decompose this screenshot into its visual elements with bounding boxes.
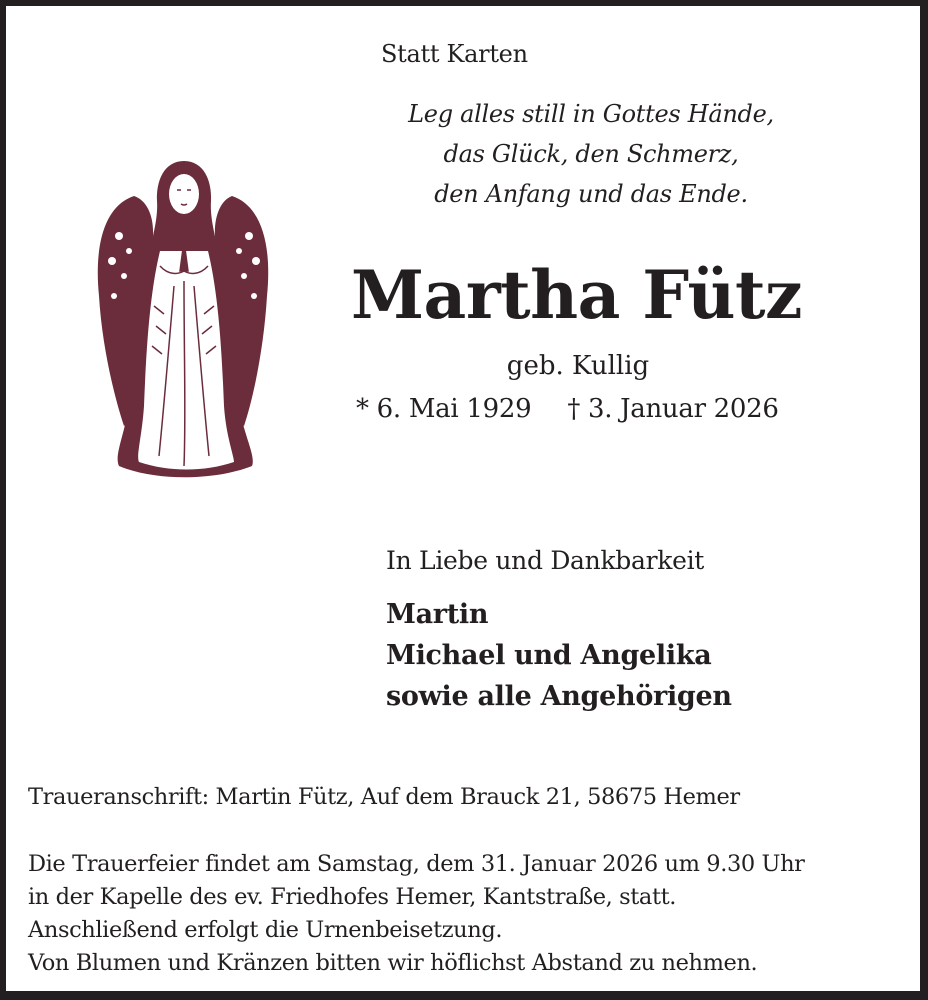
mourners-list [386,594,732,717]
birth-name: geb. Kullig [506,351,650,381]
birth-date: * 6. Mai 1929 [356,394,532,424]
death-date: † 3. Januar 2026 [567,394,779,424]
angel-icon [94,156,274,486]
deceased-name: Martha Fütz [351,256,802,334]
statt-karten-label: Statt Karten [381,40,528,68]
mourner-name: Martin [386,599,489,630]
verse-line: Leg alles still in Gottes Hände, [408,100,774,128]
ceremony-line: Von Blumen und Kränzen bitten wir höflichst Abstand zu nehmen. [28,950,758,976]
ceremony-line: Anschließend erfolgt die Urnenbeisetzung. [28,917,503,943]
mourner-name: sowie alle Angehörigen [386,681,732,712]
mourning-address: Traueranschrift: Martin Fütz, Auf dem Brauck 21, 58675 Hemer [28,784,740,810]
obituary-card [6,6,920,991]
ceremony-line: in der Kapelle des ev. Friedhofes Hemer, Kantstraße, statt. [28,884,676,910]
ceremony-info [28,848,805,980]
verse [358,94,824,214]
mourner-name: Michael und Angelika [386,640,712,671]
mourners-intro: In Liebe und Dankbarkeit [386,546,705,575]
life-dates [356,394,779,424]
ceremony-line: Die Trauerfeier findet am Samstag, dem 31. Januar 2026 um 9.30 Uhr [28,851,805,877]
verse-line: den Anfang und das Ende. [434,180,748,208]
verse-line: das Glück, den Schmerz, [443,140,739,168]
